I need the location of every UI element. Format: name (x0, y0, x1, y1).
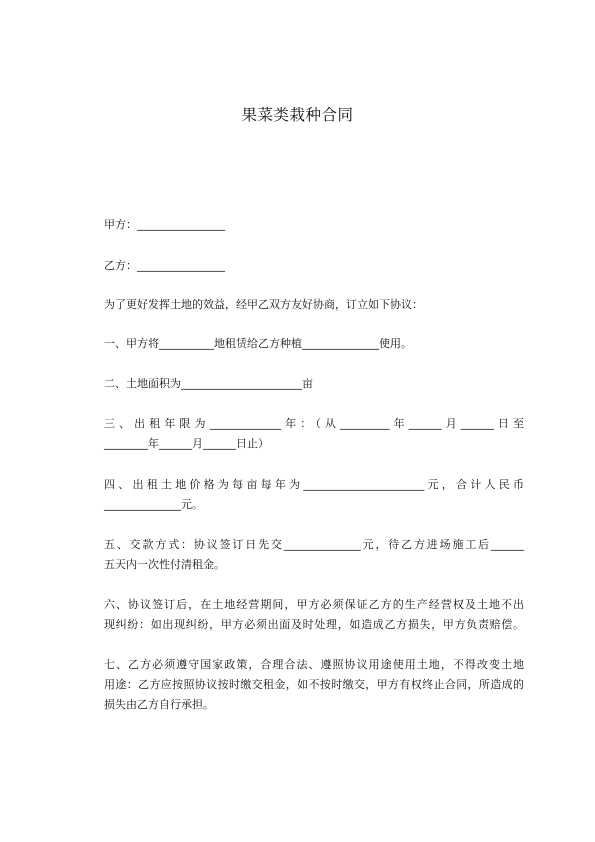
clause-2: 二、土地面积为______________________亩 (104, 377, 313, 390)
clause-7-line-2: 用途：乙方应按照协议按时缴交租金，如不按时缴交，甲方有权终止合同，所造成的 (104, 678, 524, 691)
clause-6-line-1: 六、协议签订后，在土地经营期间，甲方必须保证乙方的生产经营权及土地不出 (104, 598, 524, 611)
clause-3-line-1: 三、出租年限为_____________年：（从_________年______月______日至 (104, 417, 524, 430)
clause-4-line-1: 四、出租土地价格为每亩每年为______________________元，合计人民币 (104, 478, 524, 491)
clause-7-line-3: 损失由乙方自行承担。 (104, 698, 214, 711)
clause-5-line-1: 五、交款方式：协议签订日先交______________元，待乙方进场施工后______ (104, 538, 524, 551)
clause-6-line-2: 现纠纷：如出现纠纷，甲方必须出面及时处理，如造成乙方损失，甲方负责赔偿。 (104, 618, 524, 631)
clause-3-line-2: ________年______月______日止） (104, 437, 269, 450)
party-a-line: 甲方：________________ (104, 218, 225, 231)
clause-4-line-2: ______________元。 (104, 498, 203, 511)
document-title: 果菜类栽种合同 (241, 106, 354, 124)
party-b-line: 乙方：________________ (104, 259, 225, 272)
clause-5-line-2: 五天内一次性付清租金。 (104, 558, 225, 571)
clause-7-line-1: 七、乙方必须遵守国家政策，合理合法、遵照协议用途使用土地，不得改变土地 (104, 658, 524, 671)
preamble: 为了更好发挥土地的效益，经甲乙双方友好协商，订立如下协议： (104, 298, 423, 311)
clause-1: 一、甲方将__________地租赁给乙方种植______________使用。 (104, 337, 412, 350)
